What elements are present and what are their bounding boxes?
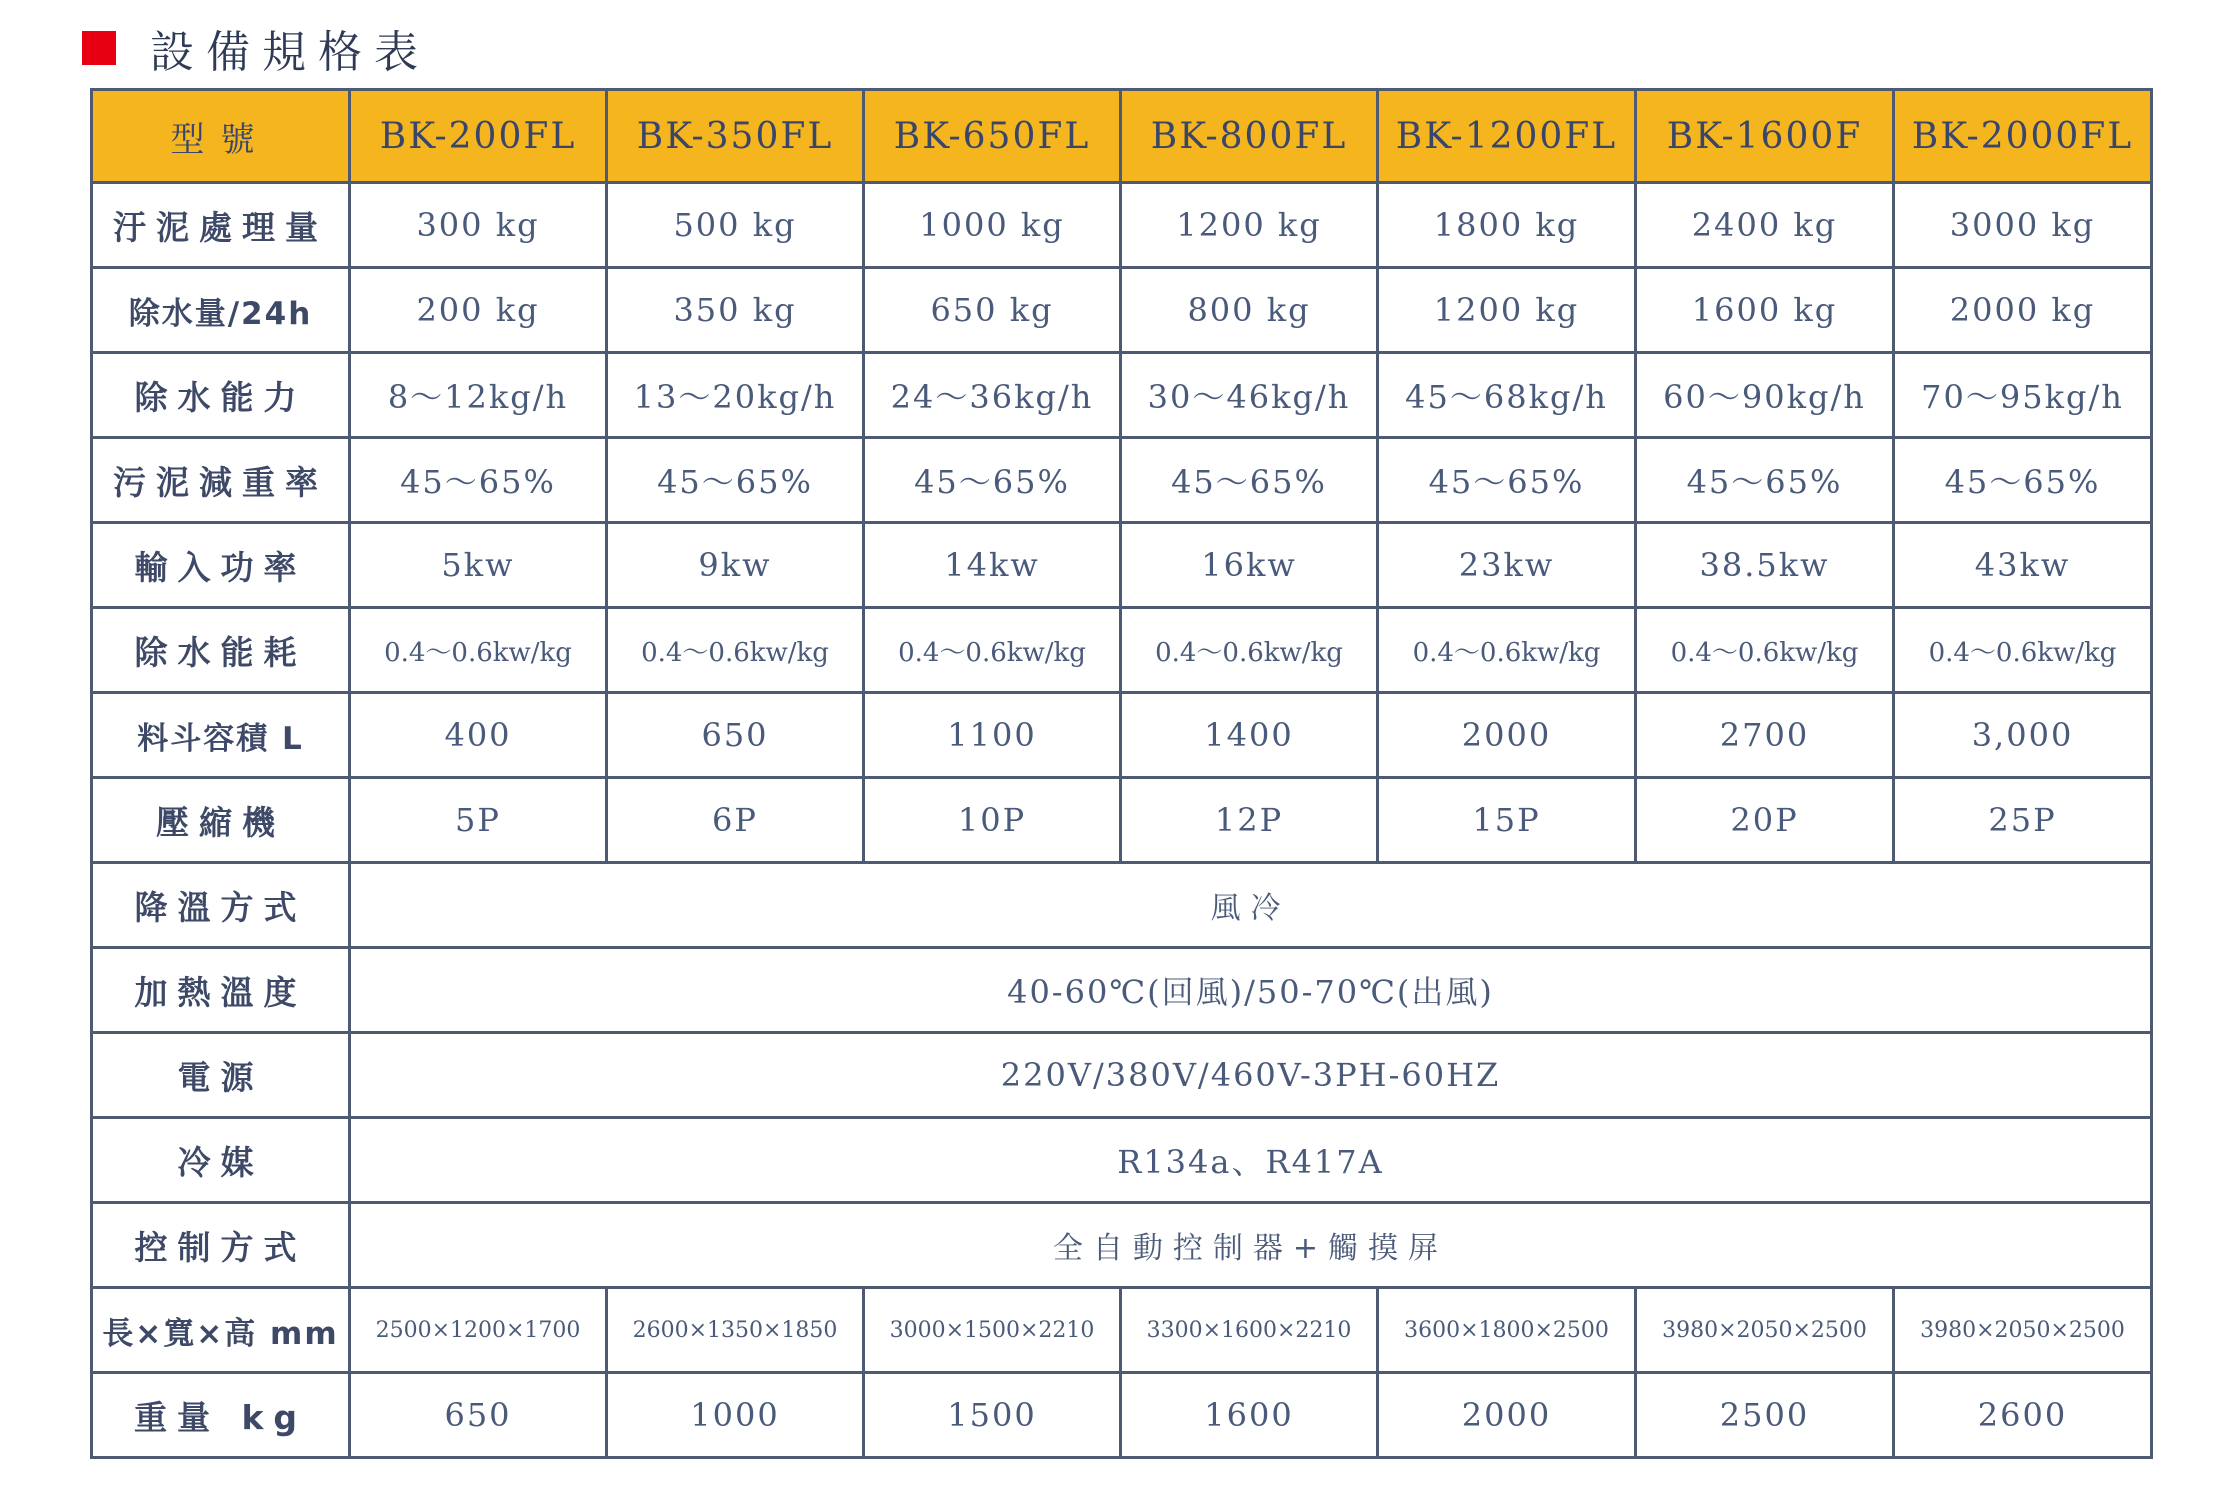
table-cell: 3,000 <box>1894 693 2152 778</box>
spec-table <box>90 88 2153 1459</box>
table-row <box>92 353 2152 438</box>
table-row <box>92 268 2152 353</box>
row-label: 電源 <box>92 1033 350 1118</box>
merged-cell: 全自動控制器+觸摸屏 <box>350 1203 2152 1288</box>
table-cell: 9kw <box>607 523 864 608</box>
table-cell: 45～68kg/h <box>1378 353 1636 438</box>
row-label: 汙泥處理量 <box>92 183 350 268</box>
table-cell: 43kw <box>1894 523 2152 608</box>
table-cell: 3980×2050×2500 <box>1894 1288 2152 1373</box>
table-cell: 45～65% <box>1121 438 1378 523</box>
row-label: 料斗容積 L <box>92 693 350 778</box>
table-row <box>92 948 2152 1033</box>
merged-cell: 220V/380V/460V-3PH-60HZ <box>350 1033 2152 1118</box>
table-cell: 45～65% <box>1636 438 1894 523</box>
table-cell: 60～90kg/h <box>1636 353 1894 438</box>
table-cell: 2500 <box>1636 1373 1894 1458</box>
table-cell: 1000 kg <box>864 183 1121 268</box>
table-row <box>92 1118 2152 1203</box>
table-row <box>92 693 2152 778</box>
model-header: BK-1600F <box>1636 90 1894 183</box>
table-cell: 70～95kg/h <box>1894 353 2152 438</box>
table-row <box>92 608 2152 693</box>
row-label: 重量 kg <box>92 1373 350 1458</box>
table-cell: 0.4～0.6kw/kg <box>864 608 1121 693</box>
table-cell: 0.4～0.6kw/kg <box>1894 608 2152 693</box>
table-cell: 16kw <box>1121 523 1378 608</box>
row-label: 污泥減重率 <box>92 438 350 523</box>
table-row <box>92 778 2152 863</box>
table-cell: 500 kg <box>607 183 864 268</box>
model-header: BK-350FL <box>607 90 864 183</box>
table-cell: 800 kg <box>1121 268 1378 353</box>
table-cell: 1000 <box>607 1373 864 1458</box>
page-title-bar <box>82 18 430 78</box>
table-cell: 1200 kg <box>1378 268 1636 353</box>
table-cell: 5P <box>350 778 607 863</box>
table-cell: 2400 kg <box>1636 183 1894 268</box>
merged-cell: R134a、R417A <box>350 1118 2152 1203</box>
page-title: 設備規格表 <box>150 27 430 78</box>
table-cell: 2500×1200×1700 <box>350 1288 607 1373</box>
table-cell: 0.4～0.6kw/kg <box>1121 608 1378 693</box>
header-row <box>92 90 2152 183</box>
table-cell: 45～65% <box>864 438 1121 523</box>
table-row <box>92 523 2152 608</box>
table-cell: 2000 <box>1378 693 1636 778</box>
table-cell: 12P <box>1121 778 1378 863</box>
row-label: 降溫方式 <box>92 863 350 948</box>
table-row <box>92 1033 2152 1118</box>
table-cell: 45～65% <box>1894 438 2152 523</box>
model-header: BK-650FL <box>864 90 1121 183</box>
table-cell: 2000 <box>1378 1373 1636 1458</box>
table-cell: 0.4～0.6kw/kg <box>350 608 607 693</box>
table-cell: 650 kg <box>864 268 1121 353</box>
table-cell: 45～65% <box>350 438 607 523</box>
table-cell: 1600 kg <box>1636 268 1894 353</box>
table-cell: 10P <box>864 778 1121 863</box>
table-cell: 2600 <box>1894 1373 2152 1458</box>
table-cell: 2000 kg <box>1894 268 2152 353</box>
model-header: BK-1200FL <box>1378 90 1636 183</box>
model-header: BK-200FL <box>350 90 607 183</box>
table-cell: 14kw <box>864 523 1121 608</box>
table-cell: 1800 kg <box>1378 183 1636 268</box>
model-header: BK-2000FL <box>1894 90 2152 183</box>
table-cell: 1500 <box>864 1373 1121 1458</box>
table-cell: 13～20kg/h <box>607 353 864 438</box>
table-cell: 38.5kw <box>1636 523 1894 608</box>
title-marker-icon <box>82 31 116 65</box>
row-label: 除水能力 <box>92 353 350 438</box>
row-label: 加熱溫度 <box>92 948 350 1033</box>
table-cell: 3980×2050×2500 <box>1636 1288 1894 1373</box>
table-row <box>92 438 2152 523</box>
table-cell: 20P <box>1636 778 1894 863</box>
table-cell: 0.4～0.6kw/kg <box>1378 608 1636 693</box>
row-label: 除水能耗 <box>92 608 350 693</box>
table-cell: 15P <box>1378 778 1636 863</box>
table-cell: 2600×1350×1850 <box>607 1288 864 1373</box>
table-cell: 2700 <box>1636 693 1894 778</box>
table-cell: 25P <box>1894 778 2152 863</box>
table-cell: 650 <box>607 693 864 778</box>
row-label: 冷媒 <box>92 1118 350 1203</box>
table-row <box>92 1373 2152 1458</box>
table-cell: 23kw <box>1378 523 1636 608</box>
table-cell: 200 kg <box>350 268 607 353</box>
table-cell: 350 kg <box>607 268 864 353</box>
table-cell: 400 <box>350 693 607 778</box>
row-label: 壓縮機 <box>92 778 350 863</box>
table-cell: 45～65% <box>607 438 864 523</box>
table-cell: 5kw <box>350 523 607 608</box>
table-cell: 1100 <box>864 693 1121 778</box>
table-cell: 8～12kg/h <box>350 353 607 438</box>
table-cell: 45～65% <box>1378 438 1636 523</box>
table-cell: 0.4～0.6kw/kg <box>1636 608 1894 693</box>
table-cell: 300 kg <box>350 183 607 268</box>
table-cell: 1400 <box>1121 693 1378 778</box>
table-row <box>92 863 2152 948</box>
header-label: 型號 <box>92 90 350 183</box>
table-cell: 24～36kg/h <box>864 353 1121 438</box>
row-label: 控制方式 <box>92 1203 350 1288</box>
row-label: 除水量/24h <box>92 268 350 353</box>
table-cell: 30～46kg/h <box>1121 353 1378 438</box>
table-row <box>92 1203 2152 1288</box>
table-cell: 3300×1600×2210 <box>1121 1288 1378 1373</box>
table-cell: 650 <box>350 1373 607 1458</box>
table-cell: 1600 <box>1121 1373 1378 1458</box>
row-label: 輸入功率 <box>92 523 350 608</box>
table-cell: 0.4～0.6kw/kg <box>607 608 864 693</box>
table-cell: 3600×1800×2500 <box>1378 1288 1636 1373</box>
row-label: 長×寬×高 mm <box>92 1288 350 1373</box>
table-row <box>92 1288 2152 1373</box>
table-row <box>92 183 2152 268</box>
table-cell: 1200 kg <box>1121 183 1378 268</box>
table-cell: 3000 kg <box>1894 183 2152 268</box>
table-cell: 3000×1500×2210 <box>864 1288 1121 1373</box>
merged-cell: 風冷 <box>350 863 2152 948</box>
model-header: BK-800FL <box>1121 90 1378 183</box>
table-cell: 6P <box>607 778 864 863</box>
merged-cell: 40-60℃(回風)/50-70℃(出風) <box>350 948 2152 1033</box>
